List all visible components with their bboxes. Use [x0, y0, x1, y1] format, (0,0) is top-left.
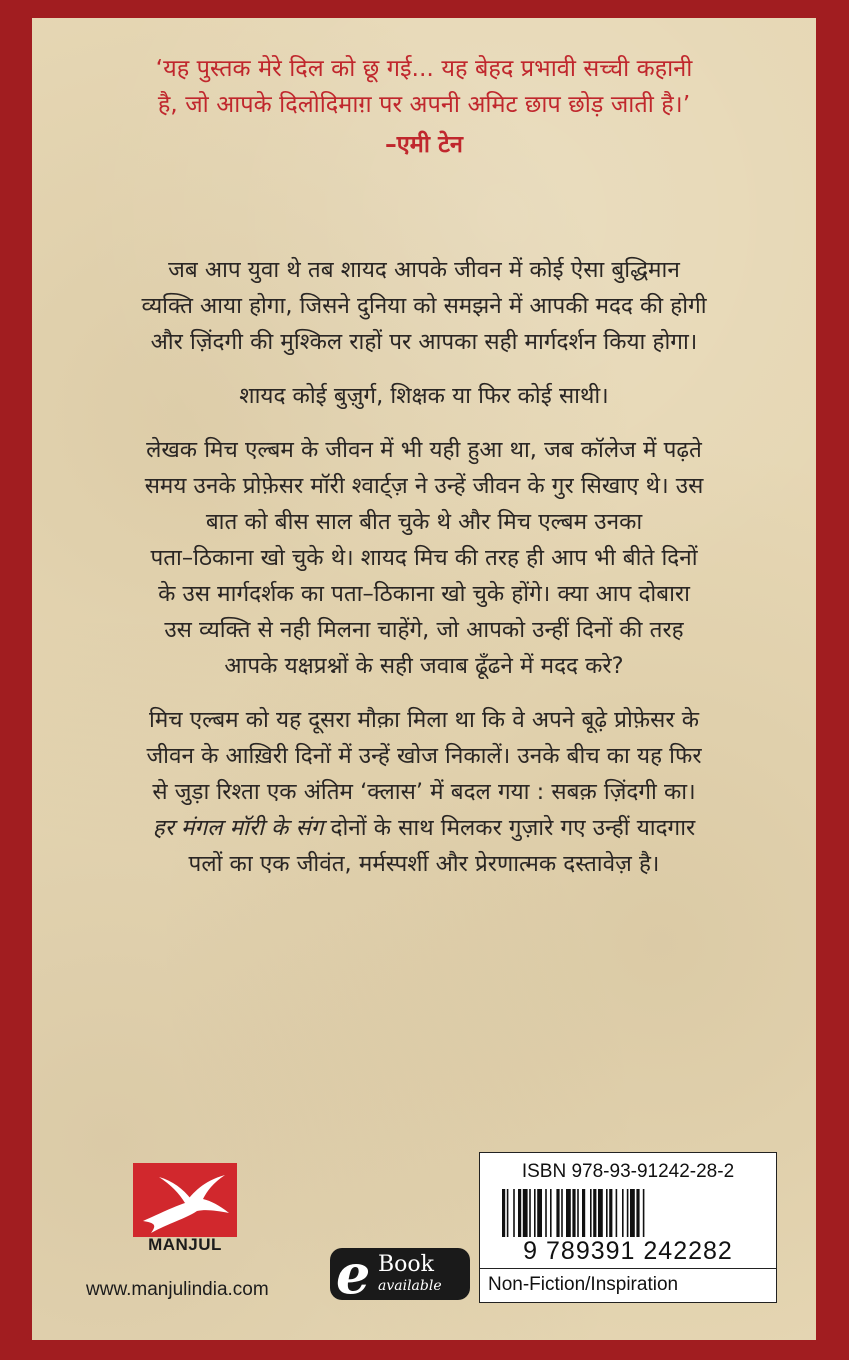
text-line: व्यक्ति आया होगा, जिसने दुनिया को समझने में आपकी मदद की होगी — [141, 293, 707, 319]
book-title-italic: हर मंगल मॉरी के संग — [152, 815, 324, 841]
category-box — [479, 1268, 777, 1303]
blurb-text — [60, 252, 788, 900]
quote-author: –एमी टेन — [385, 130, 463, 158]
isbn-label: ISBN 978-93-91242-28-2 — [521, 1161, 735, 1182]
logo-box — [133, 1163, 237, 1237]
publisher-logo-text: MANJUL — [148, 1235, 222, 1254]
text-line: आपके यक्षप्रश्नों के सही जवाब ढूँढने में मदद करे? — [224, 653, 624, 679]
quote-line: ‘यह पुस्तक मेरे दिल को छू गई... यह बेहद प्रभावी सच्ची कहानी — [155, 54, 693, 82]
barcode-digits: 9 789391 242282 — [523, 1237, 733, 1265]
ebook-book-label: Book — [378, 1252, 434, 1277]
text-line: बात को बीस साल बीत चुके थे और मिच एल्बम उनका — [205, 509, 643, 535]
isbn-barcode-box — [479, 1152, 777, 1271]
quote-line: है, जो आपके दिलोदिमाग़ पर अपनी अमिट छाप छोड़ जाती है।’ — [157, 90, 691, 118]
text-line: पलों का एक जीवंत, मर्मस्पर्शी और प्रेरणात्मक दस्तावेज़ है। — [188, 851, 660, 877]
barcode-icon — [502, 1189, 754, 1237]
text-line: उस व्यक्ति से नही मिलना चाहेंगे, जो आपको उन्हीं दिनों की तरह — [164, 617, 684, 643]
text-line: जब आप युवा थे तब शायद आपके जीवन में कोई ऐसा बुद्धिमान — [168, 257, 680, 283]
paragraph-3 — [60, 432, 788, 684]
paragraph-2: शायद कोई बुज़ुर्ग, शिक्षक या फिर कोई साथी। — [239, 383, 609, 409]
text-line: और ज़िंदगी की मुश्किल राहों पर आपका सही मार्गदर्शन किया होगा। — [150, 329, 698, 355]
endorsement-quote — [32, 50, 816, 162]
text-line: दोनों के साथ मिलकर गुज़ारे गए उन्हीं यादगार — [323, 815, 696, 841]
paragraph-1 — [60, 252, 788, 360]
text-line: से जुड़ा रिश्ता एक अंतिम ‘क्लास’ में बदल गया : सबक़ ज़िंदगी का। — [152, 779, 696, 805]
ebook-available-label: available — [378, 1278, 442, 1294]
ebook-e-letter: e — [336, 1242, 371, 1306]
category-label: Non-Fiction/Inspiration — [488, 1274, 679, 1295]
crane-bird-icon — [133, 1163, 237, 1237]
ebook-available-badge — [330, 1242, 470, 1306]
publisher-website: www.manjulindia.com — [86, 1279, 269, 1300]
paragraph-4 — [60, 702, 788, 882]
text-line: मिच एल्बम को यह दूसरा मौक़ा मिला था कि वे अपने बूढ़े प्रोफ़ेसर के — [149, 707, 699, 733]
publisher-logo — [133, 1163, 237, 1253]
text-line: के उस मार्गदर्शक का पता–ठिकाना खो चुके होंगे। क्या आप दोबारा — [158, 581, 690, 607]
text-line: लेखक मिच एल्बम के जीवन में भी यही हुआ था, जब कॉलेज में पढ़ते — [146, 437, 702, 463]
text-line: समय उनके प्रोफ़ेसर मॉरी श्वार्ट्ज़ ने उन्हें जीवन के गुर सिखाए थे। उस — [144, 473, 704, 499]
text-line: पता–ठिकाना खो चुके थे। शायद मिच की तरह ही आप भी बीते दिनों — [150, 545, 698, 571]
text-line: जीवन के आख़िरी दिनों में उन्हें खोज निकालें। उनके बीच का यह फिर — [146, 743, 702, 769]
